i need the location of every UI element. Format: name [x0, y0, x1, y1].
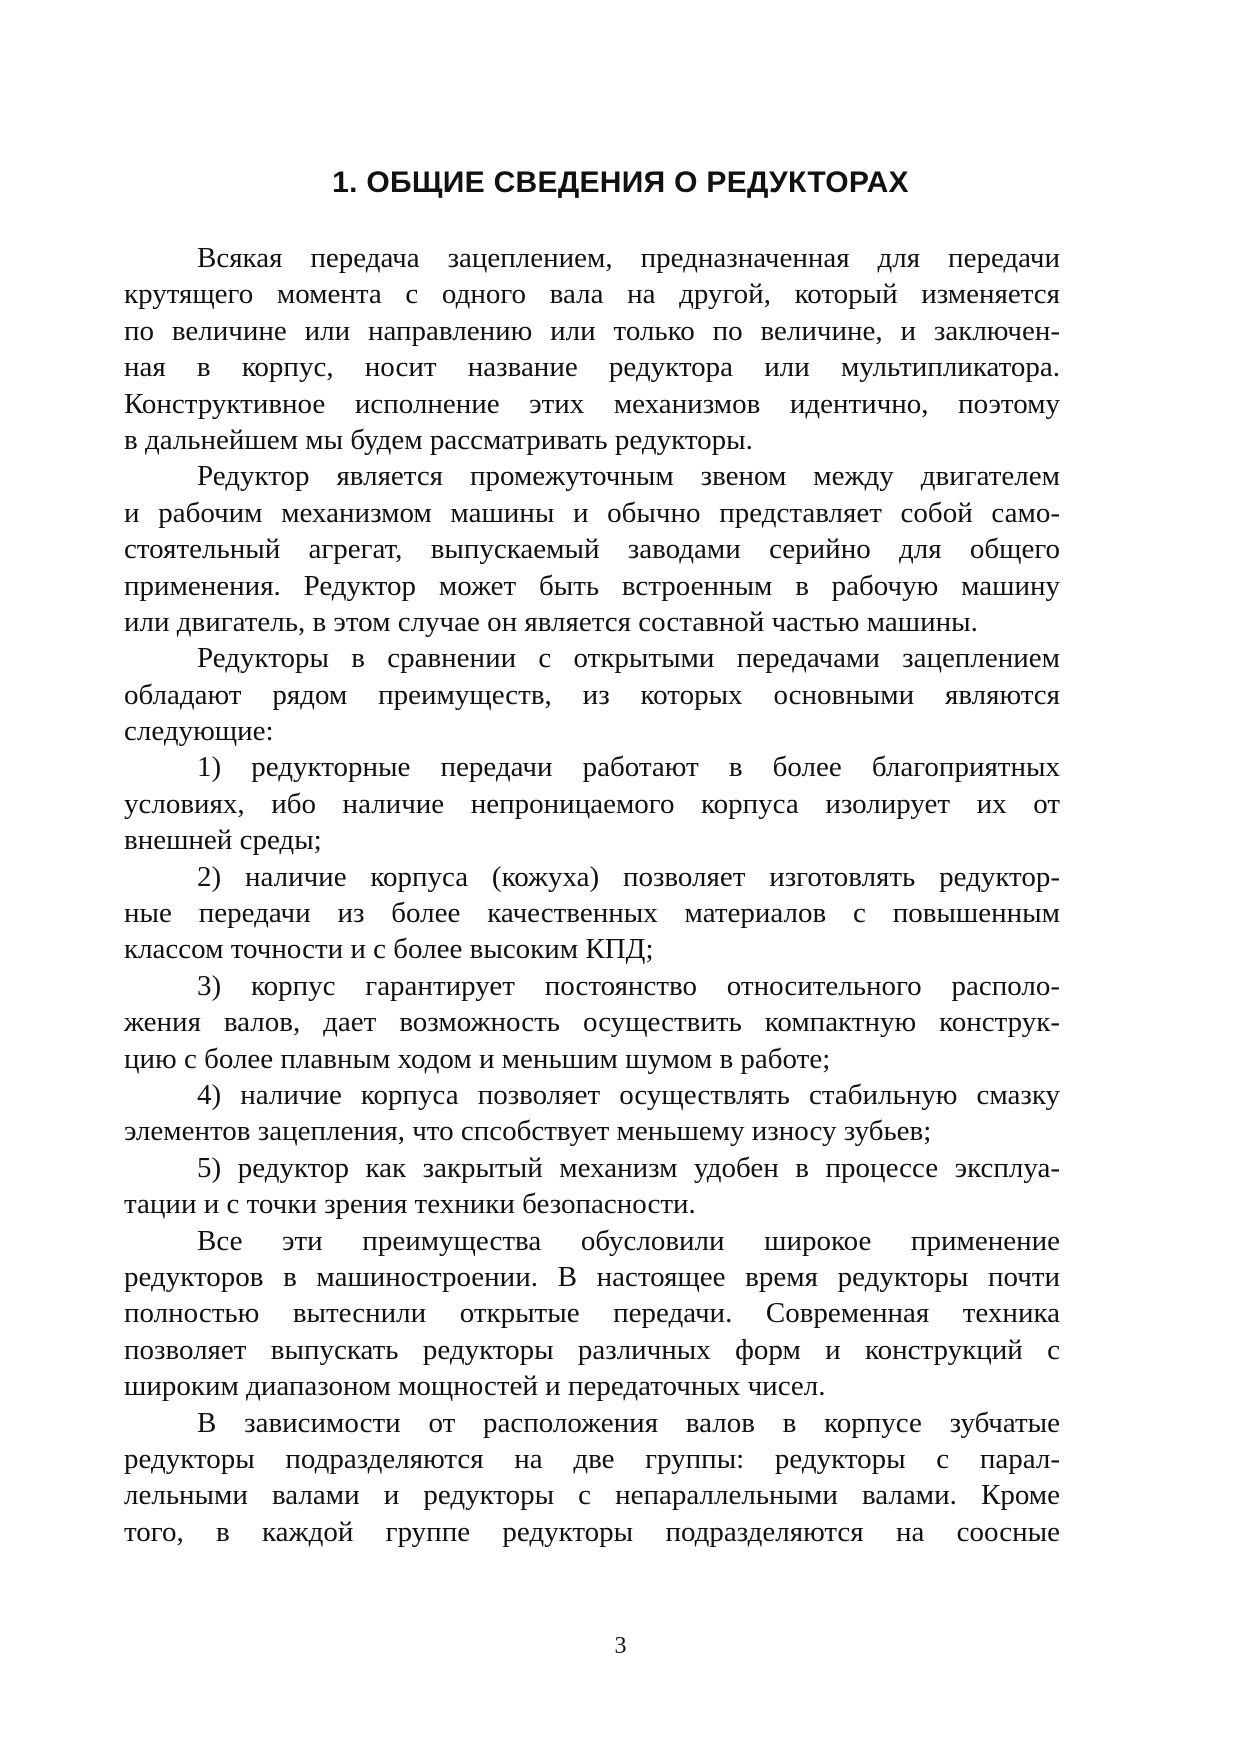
paragraph-line: 3) корпус гарантирует постоянство относительного располо-	[197, 969, 1060, 1002]
paragraph-line: Редуктор является промежуточным звеном между двигателем	[197, 460, 1060, 493]
paragraph-line: крутящего момента с одного вала на другой, который изменяется	[124, 278, 1060, 311]
paragraph-line: жения валов, дает возможность осуществить компактную конструк-	[124, 1006, 1060, 1039]
paragraph-line: цию с более плавным ходом и меньшим шумом в работе;	[124, 1042, 831, 1075]
paragraph-line: позволяет выпускать редукторы различных форм и конструкций с	[124, 1333, 1060, 1366]
paragraph-line: по величине или направлению или только по величине, и заключен-	[124, 314, 1060, 347]
paragraph	[124, 1077, 1060, 1150]
paragraph-line: лельными валами и редукторы с непараллельными валами. Кроме	[124, 1479, 1060, 1512]
paragraph-line: 2) наличие корпуса (кожуха) позволяет изготовлять редуктор-	[197, 860, 1060, 893]
paragraph-line: ная в корпус, носит название редуктора или мультипликатора.	[124, 351, 1060, 384]
paragraph-line: тации и с точки зрения техники безопасности.	[124, 1188, 696, 1221]
paragraph-line: того, в каждой группе редукторы подразделяются на соосные	[124, 1515, 1060, 1548]
paragraph-line: редукторов в машиностроении. В настоящее время редукторы почти	[124, 1260, 1060, 1293]
paragraph-line: условиях, ибо наличие непроницаемого корпуса изолирует их от	[124, 787, 1060, 820]
paragraph-line: 4) наличие корпуса позволяет осуществлять стабильную смазку	[197, 1078, 1060, 1111]
paragraph-line: обладают рядом преимуществ, из которых основными являются	[124, 678, 1060, 711]
section-heading: 1. ОБЩИЕ СВЕДЕНИЯ О РЕДУКТОРАХ	[332, 166, 909, 199]
paragraph-line: или двигатель, в этом случае он является составной частью машины.	[124, 605, 978, 638]
paragraph-line: внешней среды;	[124, 824, 322, 857]
paragraph	[124, 1405, 1060, 1551]
paragraph	[124, 240, 1060, 458]
paragraph-line: стоятельный агрегат, выпускаемый заводами серийно для общего	[124, 533, 1060, 566]
page-number: 3	[614, 1633, 627, 1659]
paragraph-line: в дальнейшем мы будем рассматривать редукторы.	[124, 423, 753, 456]
paragraph-line: 1) редукторные передачи работают в более благоприятных	[197, 751, 1060, 784]
paragraph-line: классом точности и с более высоким КПД;	[124, 933, 654, 966]
paragraph-line: полностью вытеснили открытые передачи. Современная техника	[124, 1297, 1060, 1330]
paragraph	[124, 458, 1060, 640]
paragraph	[124, 640, 1060, 749]
paragraph-line: В зависимости от расположения валов в корпусе зубчатые	[197, 1406, 1060, 1439]
paragraph-line: применения. Редуктор может быть встроенным в рабочую машину	[124, 569, 1060, 602]
paragraph	[124, 1150, 1060, 1223]
paragraph-line: Редукторы в сравнении с открытыми передачами зацеплением	[197, 642, 1060, 675]
paragraph-line: Все эти преимущества обусловили широкое применение	[197, 1224, 1060, 1257]
paragraph	[124, 749, 1060, 858]
paragraph-line: редукторы подразделяются на две группы: редукторы с парал-	[124, 1442, 1060, 1475]
paragraph-line: элементов зацепления, что спсобствует меньшему износу зубьев;	[124, 1115, 932, 1148]
paragraph	[124, 1223, 1060, 1405]
paragraph-line: и рабочим механизмом машины и обычно представляет собой само-	[124, 496, 1060, 529]
paragraph-line: широким диапазоном мощностей и передаточных чисел.	[124, 1370, 826, 1403]
paragraph-line: следующие:	[124, 715, 274, 748]
paragraph	[124, 859, 1060, 968]
paragraph-line: Конструктивное исполнение этих механизмов идентично, поэтому	[124, 387, 1060, 420]
paragraph	[124, 968, 1060, 1077]
paragraph-line: 5) редуктор как закрытый механизм удобен в процессе эксплуа-	[197, 1151, 1060, 1184]
paragraph-line: Всякая передача зацеплением, предназначенная для передачи	[197, 242, 1060, 274]
body-text	[124, 240, 1060, 1550]
paragraph-line: ные передачи из более качественных материалов с повышенным	[124, 897, 1060, 930]
